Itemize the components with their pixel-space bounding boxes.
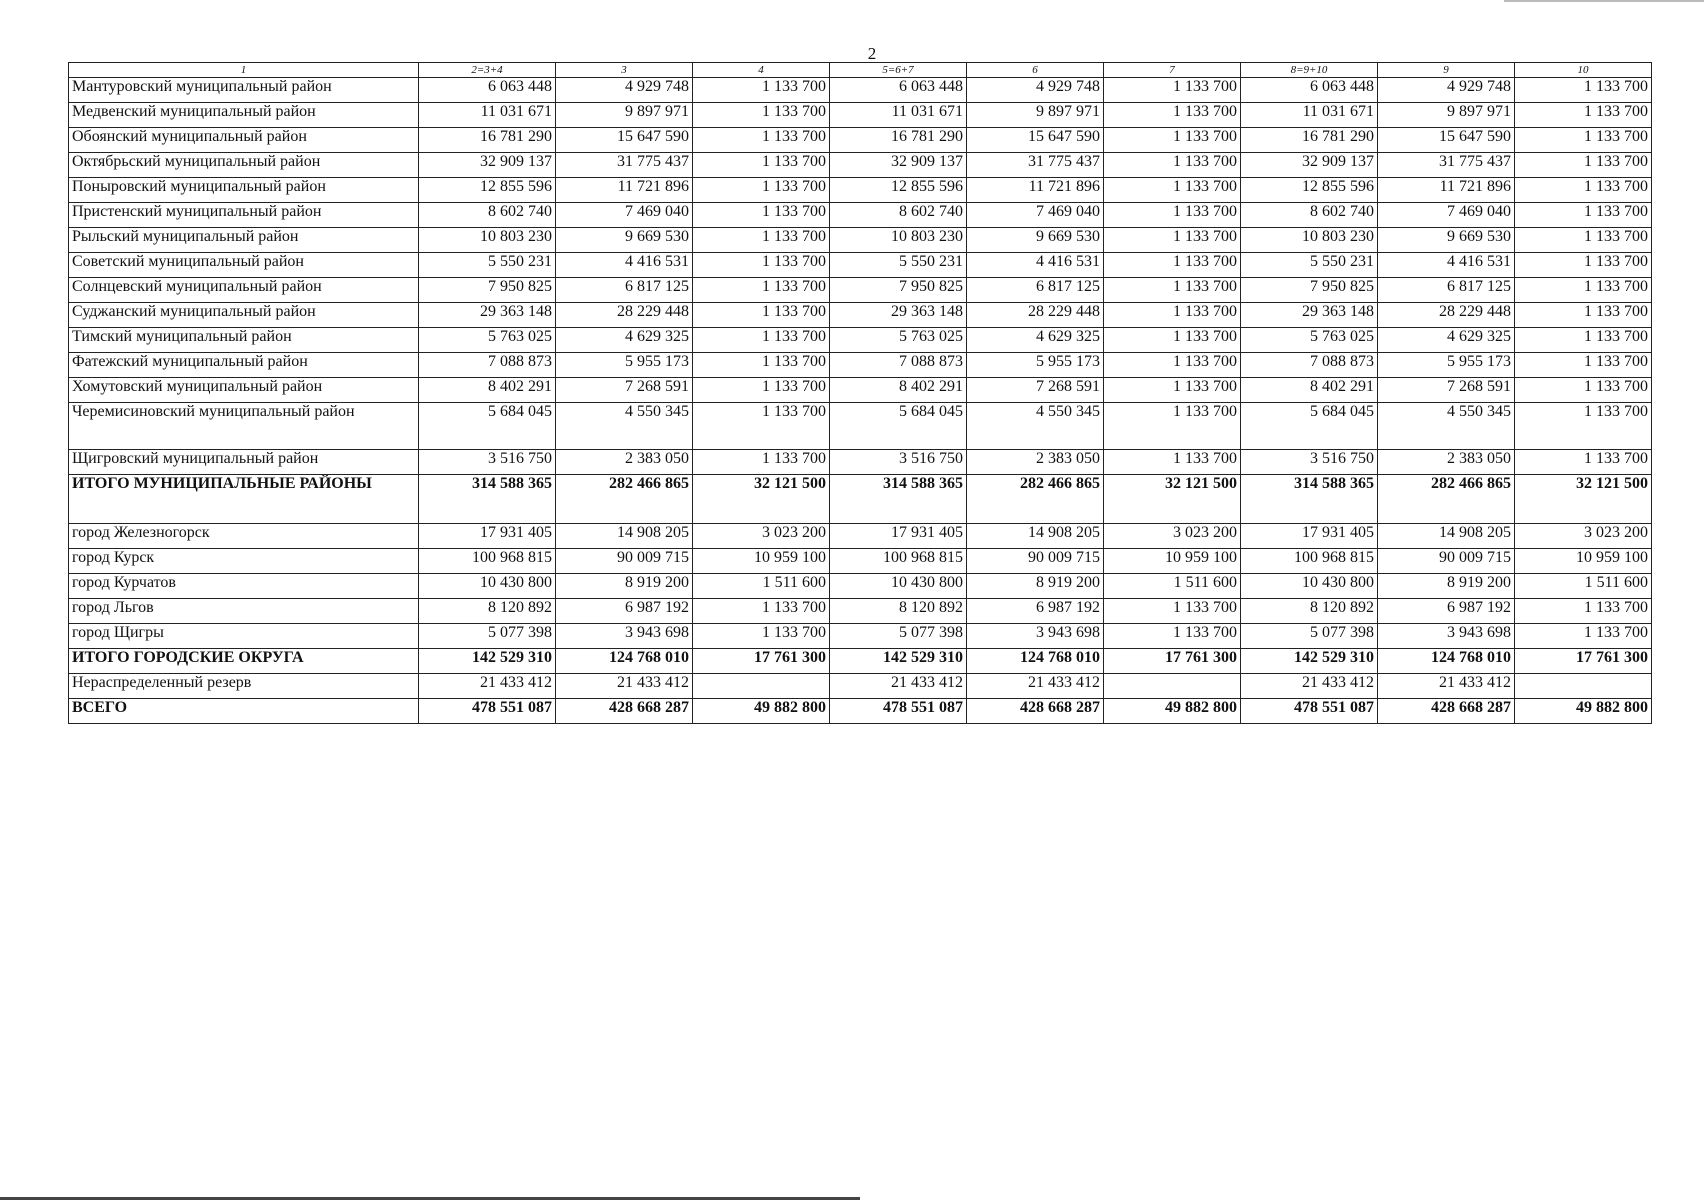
table-row (69, 278, 1652, 303)
value-cell-col-7: 3 023 200 (1104, 524, 1241, 549)
value-cell-col-4: 1 133 700 (693, 203, 830, 228)
table-row (69, 128, 1652, 153)
value-cell-col-5: 100 968 815 (830, 549, 967, 574)
value-cell-col-8: 16 781 290 (1241, 128, 1378, 153)
value-cell-col-4: 1 133 700 (693, 228, 830, 253)
value-cell-col-8: 12 855 596 (1241, 178, 1378, 203)
value-cell-col-3: 31 775 437 (556, 153, 693, 178)
value-cell-col-2: 7 950 825 (419, 278, 556, 303)
page-number: 2 (867, 44, 877, 63)
table-row (69, 624, 1652, 649)
value-cell-col-3: 6 817 125 (556, 278, 693, 303)
value-cell-col-6: 282 466 865 (967, 475, 1104, 524)
row-name-cell: город Курск (69, 549, 419, 574)
value-cell-col-5: 29 363 148 (830, 303, 967, 328)
value-cell-col-9: 4 629 325 (1378, 328, 1515, 353)
value-cell-col-5: 12 855 596 (830, 178, 967, 203)
value-cell-col-5: 10 803 230 (830, 228, 967, 253)
table-row (69, 303, 1652, 328)
value-cell-col-9: 3 943 698 (1378, 624, 1515, 649)
budget-distribution-table (68, 62, 1652, 724)
value-cell-col-7: 1 133 700 (1104, 403, 1241, 450)
value-cell-col-6: 11 721 896 (967, 178, 1104, 203)
value-cell-col-8: 5 077 398 (1241, 624, 1378, 649)
row-name-cell: Хомутовский муниципальный район (69, 378, 419, 403)
value-cell-col-10: 1 133 700 (1515, 128, 1652, 153)
value-cell-col-10: 1 133 700 (1515, 78, 1652, 103)
value-cell-col-9: 90 009 715 (1378, 549, 1515, 574)
table-row (69, 649, 1652, 674)
value-cell-col-9: 282 466 865 (1378, 475, 1515, 524)
value-cell-col-7: 32 121 500 (1104, 475, 1241, 524)
value-cell-col-5: 11 031 671 (830, 103, 967, 128)
value-cell-col-7: 1 511 600 (1104, 574, 1241, 599)
row-name-cell: Медвенский муниципальный район (69, 103, 419, 128)
value-cell-col-10: 3 023 200 (1515, 524, 1652, 549)
value-cell-col-3: 3 943 698 (556, 624, 693, 649)
row-name-cell: Рыльский муниципальный район (69, 228, 419, 253)
value-cell-col-4: 1 133 700 (693, 403, 830, 450)
row-name-cell: Обоянский муниципальный район (69, 128, 419, 153)
value-cell-col-9: 21 433 412 (1378, 674, 1515, 699)
row-name-cell: Суджанский муниципальный район (69, 303, 419, 328)
value-cell-col-6: 8 919 200 (967, 574, 1104, 599)
value-cell-col-5: 8 402 291 (830, 378, 967, 403)
value-cell-col-6: 28 229 448 (967, 303, 1104, 328)
value-cell-col-2: 10 803 230 (419, 228, 556, 253)
value-cell-col-5: 32 909 137 (830, 153, 967, 178)
value-cell-col-10: 1 133 700 (1515, 253, 1652, 278)
table-row (69, 549, 1652, 574)
table-row (69, 78, 1652, 103)
value-cell-col-5: 478 551 087 (830, 699, 967, 724)
value-cell-col-9: 9 669 530 (1378, 228, 1515, 253)
value-cell-col-3: 6 987 192 (556, 599, 693, 624)
value-cell-col-7: 1 133 700 (1104, 278, 1241, 303)
table-row (69, 450, 1652, 475)
value-cell-col-7: 1 133 700 (1104, 450, 1241, 475)
value-cell-col-9: 14 908 205 (1378, 524, 1515, 549)
table-row (69, 228, 1652, 253)
value-cell-col-7: 1 133 700 (1104, 624, 1241, 649)
value-cell-col-9: 6 987 192 (1378, 599, 1515, 624)
value-cell-col-5: 5 077 398 (830, 624, 967, 649)
value-cell-col-5: 8 602 740 (830, 203, 967, 228)
value-cell-col-7: 1 133 700 (1104, 178, 1241, 203)
value-cell-col-8: 8 120 892 (1241, 599, 1378, 624)
value-cell-col-6: 4 550 345 (967, 403, 1104, 450)
value-cell-col-8: 5 684 045 (1241, 403, 1378, 450)
value-cell-col-4: 1 133 700 (693, 450, 830, 475)
value-cell-col-9: 2 383 050 (1378, 450, 1515, 475)
value-cell-col-3: 2 383 050 (556, 450, 693, 475)
value-cell-col-9: 11 721 896 (1378, 178, 1515, 203)
value-cell-col-4: 1 133 700 (693, 328, 830, 353)
column-header: 2=3+4 (419, 63, 556, 78)
value-cell-col-3: 7 268 591 (556, 378, 693, 403)
row-name-cell: Мантуровский муниципальный район (69, 78, 419, 103)
row-name-cell: Щигровский муниципальный район (69, 450, 419, 475)
value-cell-col-2: 100 968 815 (419, 549, 556, 574)
value-cell-col-2: 478 551 087 (419, 699, 556, 724)
value-cell-col-7: 1 133 700 (1104, 303, 1241, 328)
value-cell-col-10: 1 133 700 (1515, 328, 1652, 353)
value-cell-col-6: 7 469 040 (967, 203, 1104, 228)
value-cell-col-8: 11 031 671 (1241, 103, 1378, 128)
column-header: 6 (967, 63, 1104, 78)
value-cell-col-4: 1 133 700 (693, 624, 830, 649)
value-cell-col-9: 428 668 287 (1378, 699, 1515, 724)
value-cell-col-7: 10 959 100 (1104, 549, 1241, 574)
value-cell-col-10: 1 133 700 (1515, 403, 1652, 450)
value-cell-col-9: 5 955 173 (1378, 353, 1515, 378)
value-cell-col-6: 4 929 748 (967, 78, 1104, 103)
table-row (69, 328, 1652, 353)
value-cell-col-7: 1 133 700 (1104, 378, 1241, 403)
value-cell-col-3: 14 908 205 (556, 524, 693, 549)
value-cell-col-2: 5 763 025 (419, 328, 556, 353)
value-cell-col-6: 7 268 591 (967, 378, 1104, 403)
value-cell-col-3: 5 955 173 (556, 353, 693, 378)
value-cell-col-3: 8 919 200 (556, 574, 693, 599)
value-cell-col-6: 14 908 205 (967, 524, 1104, 549)
row-name-cell: Солнцевский муниципальный район (69, 278, 419, 303)
value-cell-col-3: 28 229 448 (556, 303, 693, 328)
value-cell-col-7: 1 133 700 (1104, 128, 1241, 153)
value-cell-col-5: 8 120 892 (830, 599, 967, 624)
row-name-cell: Нераспределенный резерв (69, 674, 419, 699)
value-cell-col-9: 31 775 437 (1378, 153, 1515, 178)
value-cell-col-4: 1 511 600 (693, 574, 830, 599)
value-cell-col-4: 1 133 700 (693, 103, 830, 128)
value-cell-col-9: 7 268 591 (1378, 378, 1515, 403)
value-cell-col-7: 1 133 700 (1104, 103, 1241, 128)
table-row (69, 524, 1652, 549)
value-cell-col-4: 1 133 700 (693, 128, 830, 153)
value-cell-col-3: 282 466 865 (556, 475, 693, 524)
row-name-cell: Пристенский муниципальный район (69, 203, 419, 228)
value-cell-col-2: 5 077 398 (419, 624, 556, 649)
value-cell-col-7: 49 882 800 (1104, 699, 1241, 724)
value-cell-col-8: 17 931 405 (1241, 524, 1378, 549)
value-cell-col-2: 5 684 045 (419, 403, 556, 450)
value-cell-col-4: 1 133 700 (693, 378, 830, 403)
table-row (69, 674, 1652, 699)
value-cell-col-6: 5 955 173 (967, 353, 1104, 378)
value-cell-col-3: 7 469 040 (556, 203, 693, 228)
value-cell-col-2: 314 588 365 (419, 475, 556, 524)
row-name-cell: ИТОГО ГОРОДСКИЕ ОКРУГА (69, 649, 419, 674)
table-row (69, 403, 1652, 450)
value-cell-col-3: 4 929 748 (556, 78, 693, 103)
value-cell-col-8: 7 088 873 (1241, 353, 1378, 378)
value-cell-col-7: 1 133 700 (1104, 153, 1241, 178)
table-row (69, 253, 1652, 278)
column-header: 10 (1515, 63, 1652, 78)
value-cell-col-2: 10 430 800 (419, 574, 556, 599)
value-cell-col-10: 1 133 700 (1515, 178, 1652, 203)
value-cell-col-6: 6 817 125 (967, 278, 1104, 303)
row-name-cell: Советский муниципальный район (69, 253, 419, 278)
value-cell-col-8: 8 402 291 (1241, 378, 1378, 403)
value-cell-col-2: 17 931 405 (419, 524, 556, 549)
value-cell-col-5: 7 088 873 (830, 353, 967, 378)
column-header: 1 (69, 63, 419, 78)
value-cell-col-10: 17 761 300 (1515, 649, 1652, 674)
value-cell-col-5: 3 516 750 (830, 450, 967, 475)
row-name-cell: город Курчатов (69, 574, 419, 599)
value-cell-col-9: 28 229 448 (1378, 303, 1515, 328)
value-cell-col-2: 32 909 137 (419, 153, 556, 178)
value-cell-col-6: 6 987 192 (967, 599, 1104, 624)
value-cell-col-2: 8 402 291 (419, 378, 556, 403)
value-cell-col-2: 16 781 290 (419, 128, 556, 153)
value-cell-col-8: 314 588 365 (1241, 475, 1378, 524)
value-cell-col-2: 29 363 148 (419, 303, 556, 328)
value-cell-col-6: 9 897 971 (967, 103, 1104, 128)
value-cell-col-2: 8 602 740 (419, 203, 556, 228)
value-cell-col-6: 2 383 050 (967, 450, 1104, 475)
value-cell-col-7: 1 133 700 (1104, 203, 1241, 228)
value-cell-col-4: 1 133 700 (693, 599, 830, 624)
value-cell-col-9: 6 817 125 (1378, 278, 1515, 303)
value-cell-col-9: 8 919 200 (1378, 574, 1515, 599)
value-cell-col-5: 17 931 405 (830, 524, 967, 549)
value-cell-col-3: 9 897 971 (556, 103, 693, 128)
value-cell-col-7: 1 133 700 (1104, 253, 1241, 278)
value-cell-col-10: 1 133 700 (1515, 599, 1652, 624)
value-cell-col-5: 5 763 025 (830, 328, 967, 353)
value-cell-col-2: 7 088 873 (419, 353, 556, 378)
table-row (69, 599, 1652, 624)
row-name-cell: город Льгов (69, 599, 419, 624)
value-cell-col-3: 15 647 590 (556, 128, 693, 153)
value-cell-col-5: 6 063 448 (830, 78, 967, 103)
value-cell-col-2: 8 120 892 (419, 599, 556, 624)
table-row (69, 475, 1652, 524)
row-name-cell: ВСЕГО (69, 699, 419, 724)
table-row (69, 378, 1652, 403)
row-name-cell: Поныровский муниципальный район (69, 178, 419, 203)
value-cell-col-10: 1 133 700 (1515, 278, 1652, 303)
value-cell-col-2: 142 529 310 (419, 649, 556, 674)
value-cell-col-7: 1 133 700 (1104, 328, 1241, 353)
value-cell-col-5: 5 550 231 (830, 253, 967, 278)
row-name-cell: ИТОГО МУНИЦИПАЛЬНЫЕ РАЙОНЫ (69, 475, 419, 524)
value-cell-col-6: 21 433 412 (967, 674, 1104, 699)
value-cell-col-6: 3 943 698 (967, 624, 1104, 649)
table-body (69, 78, 1652, 724)
value-cell-col-10: 32 121 500 (1515, 475, 1652, 524)
value-cell-col-10: 1 133 700 (1515, 450, 1652, 475)
value-cell-col-8: 10 430 800 (1241, 574, 1378, 599)
value-cell-col-4: 1 133 700 (693, 303, 830, 328)
value-cell-col-4: 1 133 700 (693, 278, 830, 303)
value-cell-col-2: 5 550 231 (419, 253, 556, 278)
value-cell-col-9: 7 469 040 (1378, 203, 1515, 228)
value-cell-col-2: 6 063 448 (419, 78, 556, 103)
value-cell-col-8: 21 433 412 (1241, 674, 1378, 699)
value-cell-col-10: 1 133 700 (1515, 203, 1652, 228)
value-cell-col-6: 15 647 590 (967, 128, 1104, 153)
value-cell-col-6: 9 669 530 (967, 228, 1104, 253)
value-cell-col-8: 32 909 137 (1241, 153, 1378, 178)
value-cell-col-3: 9 669 530 (556, 228, 693, 253)
value-cell-col-8: 5 763 025 (1241, 328, 1378, 353)
value-cell-col-4: 1 133 700 (693, 353, 830, 378)
value-cell-col-5: 142 529 310 (830, 649, 967, 674)
value-cell-col-10: 10 959 100 (1515, 549, 1652, 574)
table-row (69, 178, 1652, 203)
value-cell-col-10 (1515, 674, 1652, 699)
value-cell-col-8: 7 950 825 (1241, 278, 1378, 303)
value-cell-col-7: 1 133 700 (1104, 78, 1241, 103)
value-cell-col-2: 12 855 596 (419, 178, 556, 203)
value-cell-col-2: 3 516 750 (419, 450, 556, 475)
row-name-cell: город Железногорск (69, 524, 419, 549)
value-cell-col-5: 16 781 290 (830, 128, 967, 153)
value-cell-col-5: 314 588 365 (830, 475, 967, 524)
value-cell-col-9: 4 550 345 (1378, 403, 1515, 450)
value-cell-col-2: 21 433 412 (419, 674, 556, 699)
value-cell-col-10: 1 133 700 (1515, 353, 1652, 378)
value-cell-col-7: 1 133 700 (1104, 353, 1241, 378)
budget-table-container (68, 62, 1648, 724)
column-header: 4 (693, 63, 830, 78)
value-cell-col-8: 6 063 448 (1241, 78, 1378, 103)
value-cell-col-4: 1 133 700 (693, 153, 830, 178)
value-cell-col-2: 11 031 671 (419, 103, 556, 128)
row-name-cell: Черемисиновский муниципальный район (69, 403, 419, 450)
value-cell-col-3: 21 433 412 (556, 674, 693, 699)
value-cell-col-10: 1 133 700 (1515, 103, 1652, 128)
value-cell-col-4: 1 133 700 (693, 178, 830, 203)
value-cell-col-3: 90 009 715 (556, 549, 693, 574)
value-cell-col-5: 10 430 800 (830, 574, 967, 599)
value-cell-col-6: 4 629 325 (967, 328, 1104, 353)
table-row (69, 353, 1652, 378)
column-header: 7 (1104, 63, 1241, 78)
value-cell-col-4: 49 882 800 (693, 699, 830, 724)
value-cell-col-4: 10 959 100 (693, 549, 830, 574)
value-cell-col-8: 29 363 148 (1241, 303, 1378, 328)
row-name-cell: Тимский муниципальный район (69, 328, 419, 353)
value-cell-col-3: 4 416 531 (556, 253, 693, 278)
row-name-cell: Октябрьский муниципальный район (69, 153, 419, 178)
value-cell-col-4: 32 121 500 (693, 475, 830, 524)
value-cell-col-7: 1 133 700 (1104, 228, 1241, 253)
value-cell-col-10: 1 511 600 (1515, 574, 1652, 599)
column-header: 9 (1378, 63, 1515, 78)
value-cell-col-6: 90 009 715 (967, 549, 1104, 574)
value-cell-col-10: 49 882 800 (1515, 699, 1652, 724)
value-cell-col-7 (1104, 674, 1241, 699)
column-number-header-row (69, 63, 1652, 78)
value-cell-col-8: 142 529 310 (1241, 649, 1378, 674)
value-cell-col-5: 5 684 045 (830, 403, 967, 450)
row-name-cell: Фатежский муниципальный район (69, 353, 419, 378)
column-header: 8=9+10 (1241, 63, 1378, 78)
value-cell-col-8: 478 551 087 (1241, 699, 1378, 724)
value-cell-col-8: 100 968 815 (1241, 549, 1378, 574)
value-cell-col-9: 124 768 010 (1378, 649, 1515, 674)
value-cell-col-9: 4 929 748 (1378, 78, 1515, 103)
value-cell-col-10: 1 133 700 (1515, 228, 1652, 253)
row-name-cell: город Щигры (69, 624, 419, 649)
value-cell-col-4: 1 133 700 (693, 78, 830, 103)
table-row (69, 574, 1652, 599)
value-cell-col-6: 124 768 010 (967, 649, 1104, 674)
value-cell-col-9: 4 416 531 (1378, 253, 1515, 278)
table-row (69, 103, 1652, 128)
value-cell-col-10: 1 133 700 (1515, 153, 1652, 178)
value-cell-col-8: 10 803 230 (1241, 228, 1378, 253)
value-cell-col-7: 17 761 300 (1104, 649, 1241, 674)
value-cell-col-4: 17 761 300 (693, 649, 830, 674)
value-cell-col-7: 1 133 700 (1104, 599, 1241, 624)
value-cell-col-8: 3 516 750 (1241, 450, 1378, 475)
value-cell-col-4: 3 023 200 (693, 524, 830, 549)
value-cell-col-4: 1 133 700 (693, 253, 830, 278)
value-cell-col-3: 428 668 287 (556, 699, 693, 724)
column-header: 3 (556, 63, 693, 78)
value-cell-col-5: 21 433 412 (830, 674, 967, 699)
value-cell-col-3: 124 768 010 (556, 649, 693, 674)
table-row (69, 699, 1652, 724)
value-cell-col-9: 15 647 590 (1378, 128, 1515, 153)
value-cell-col-9: 9 897 971 (1378, 103, 1515, 128)
value-cell-col-6: 31 775 437 (967, 153, 1104, 178)
value-cell-col-6: 428 668 287 (967, 699, 1104, 724)
table-row (69, 203, 1652, 228)
value-cell-col-3: 4 550 345 (556, 403, 693, 450)
value-cell-col-5: 7 950 825 (830, 278, 967, 303)
value-cell-col-10: 1 133 700 (1515, 303, 1652, 328)
column-header: 5=6+7 (830, 63, 967, 78)
value-cell-col-6: 4 416 531 (967, 253, 1104, 278)
value-cell-col-8: 8 602 740 (1241, 203, 1378, 228)
scan-edge-mark (1504, 0, 1704, 2)
value-cell-col-3: 11 721 896 (556, 178, 693, 203)
value-cell-col-4 (693, 674, 830, 699)
value-cell-col-10: 1 133 700 (1515, 378, 1652, 403)
table-row (69, 153, 1652, 178)
value-cell-col-8: 5 550 231 (1241, 253, 1378, 278)
value-cell-col-10: 1 133 700 (1515, 624, 1652, 649)
value-cell-col-3: 4 629 325 (556, 328, 693, 353)
